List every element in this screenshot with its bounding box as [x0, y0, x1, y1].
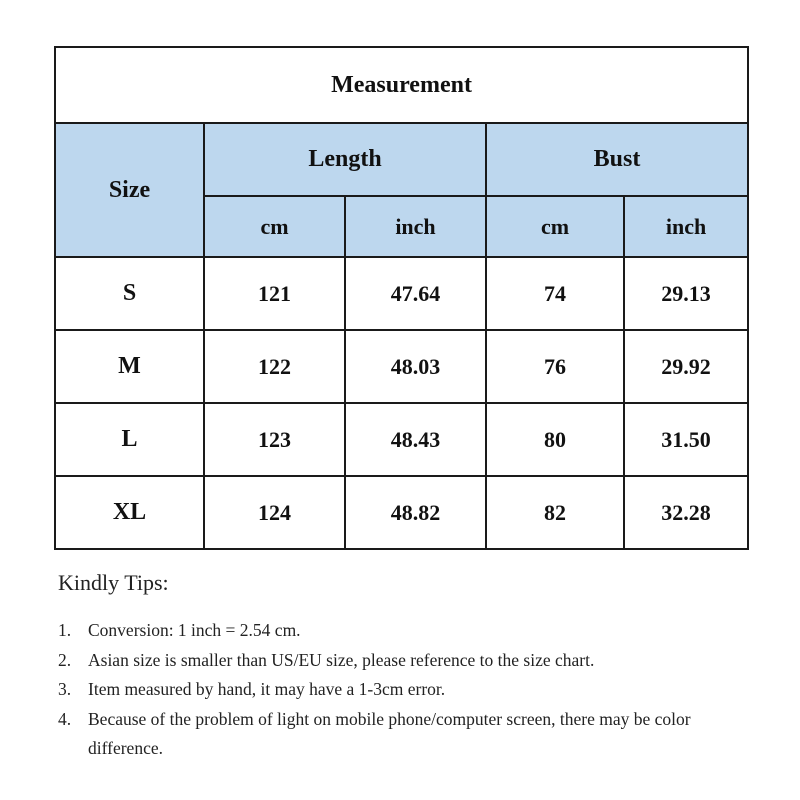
tip-text: Asian size is smaller than US/EU size, please reference to the size chart.	[88, 649, 595, 670]
size-value: M	[55, 330, 204, 403]
bust-cm-value: 82	[486, 476, 624, 549]
length-cm-value: 122	[204, 330, 345, 403]
tip-number: 1.	[58, 620, 72, 640]
list-item	[58, 646, 758, 676]
header-group-row	[55, 123, 748, 196]
bust-cm-value: 74	[486, 257, 624, 330]
bust-inch-header: inch	[624, 196, 748, 257]
length-cm-value: 121	[204, 257, 345, 330]
tips-title: Kindly Tips:	[58, 570, 169, 595]
tip-number: 2.	[58, 649, 72, 670]
table-row	[55, 403, 748, 476]
size-header: Size	[55, 123, 204, 257]
length-inch-header: inch	[345, 196, 486, 257]
bust-cm-header: cm	[486, 196, 624, 257]
length-inch-value: 48.43	[345, 403, 486, 476]
bust-inch-value: 29.13	[624, 257, 748, 330]
length-header: Length	[204, 123, 486, 196]
list-item	[58, 616, 758, 646]
list-item	[58, 675, 758, 705]
length-cm-value: 124	[204, 476, 345, 549]
bust-header: Bust	[486, 123, 748, 196]
table-title-row	[55, 47, 748, 123]
bust-inch-value: 31.50	[624, 403, 748, 476]
bust-cm-value: 80	[486, 403, 624, 476]
tips-list	[58, 616, 758, 764]
tip-text: Because of the problem of light on mobile phone/computer screen, there may be color difference.	[88, 708, 691, 758]
length-inch-value: 48.03	[345, 330, 486, 403]
length-inch-value: 48.82	[345, 476, 486, 549]
size-value: S	[55, 257, 204, 330]
bust-inch-value: 32.28	[624, 476, 748, 549]
tip-number: 3.	[58, 679, 72, 699]
size-value: L	[55, 403, 204, 476]
tip-text: Item measured by hand, it may have a 1-3cm error.	[88, 679, 446, 699]
length-inch-value: 47.64	[345, 257, 486, 330]
list-item	[58, 705, 758, 764]
size-chart-table	[54, 46, 749, 550]
bust-inch-value: 29.92	[624, 330, 748, 403]
length-cm-value: 123	[204, 403, 345, 476]
kindly-tips	[58, 568, 758, 764]
length-cm-header: cm	[204, 196, 345, 257]
size-value: XL	[55, 476, 204, 549]
tip-text: Conversion: 1 inch = 2.54 cm.	[88, 620, 301, 640]
table-title: Measurement	[55, 47, 748, 123]
table-row	[55, 257, 748, 330]
table-row	[55, 476, 748, 549]
tip-number: 4.	[58, 708, 72, 729]
table-row	[55, 330, 748, 403]
bust-cm-value: 76	[486, 330, 624, 403]
